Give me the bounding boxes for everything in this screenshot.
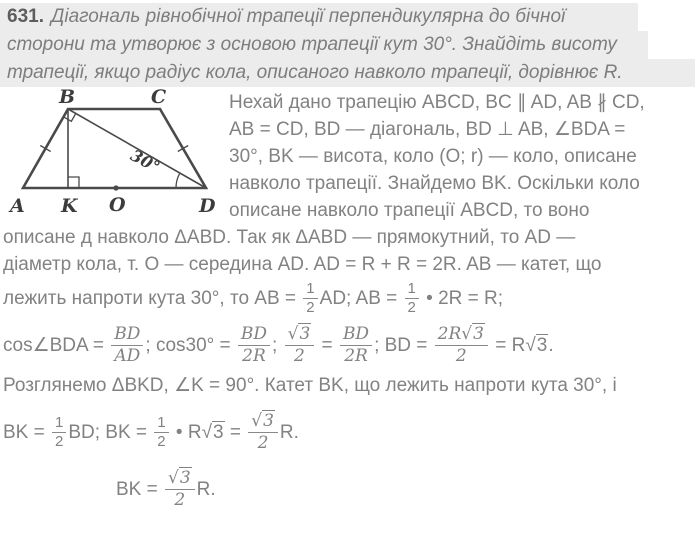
formula-text: • R [170, 422, 202, 443]
sqrt-expression: √3 [461, 324, 484, 345]
fraction: $\frac{1}{2}$ [154, 415, 168, 452]
solution-line: описане навколо трапеції ABCD, то воно [229, 200, 590, 221]
fraction: $\frac{BD}{AD}$ [111, 325, 143, 366]
fraction: $\frac{BD}{2R}$ [340, 325, 372, 366]
solution-line: навколо трапеції. Знайдемо BK. Оскільки коло [229, 173, 640, 194]
formula-line-bk [3, 405, 695, 461]
formula-text: = [224, 422, 247, 443]
label-o: O [109, 194, 126, 216]
statement-text: Діагональ рівнобічної трапеції перпендикулярна до бічної [50, 6, 566, 27]
statement-line [0, 3, 695, 31]
fraction: $\frac{√3}{2}$ [248, 412, 278, 453]
formula-text: . [548, 335, 554, 356]
label-d: D [199, 195, 216, 217]
solution-body [0, 87, 695, 519]
formula-text: AD; AB = [319, 288, 403, 309]
solution-line: AB = CD, BD — діагональ, BD ⊥ AB, ∠BDA = [229, 119, 626, 140]
formula-text: • 2R = R; [420, 288, 504, 309]
center-point-o [113, 185, 118, 190]
formula-line-cos [3, 320, 695, 372]
sqrt-expression: √3 [168, 468, 191, 489]
formula-text: лежить напроти кута 30°, то AB = [3, 288, 302, 309]
trapezoid-figure [3, 89, 225, 217]
solution-line: 30°, BK — висота, коло (O; r) — коло, описане [229, 146, 637, 167]
formula-text: ; BD = [374, 335, 433, 356]
formula-text: R. [279, 422, 299, 443]
formula-text: BK = [3, 422, 50, 443]
formula-line-answer [116, 461, 695, 519]
formula-text: R. [196, 479, 216, 500]
label-b: B [59, 89, 76, 108]
solution-line: Нехай дано трапецію ABCD, BC ∥ AD, AB ∦ CD, [229, 92, 645, 113]
sqrt-expression: √3 [525, 335, 548, 356]
formula-text: cos∠BDA = [3, 335, 110, 356]
solution-line: описане д навколо ΔABD. Так як ΔABD — прямокутний, то AD — [3, 227, 576, 248]
sqrt-expression: √3 [201, 422, 224, 443]
fraction: $\frac{√3}{2}$ [165, 469, 195, 510]
formula-text: ; [272, 335, 283, 356]
fraction: $\frac{2R√3}{2}$ [435, 325, 488, 366]
solution-line: Розглянемо ΔBKD, ∠K = 90°. Катет BK, що лежить напроти кута 30°, і [3, 375, 617, 396]
formula-text: BD; BK = [68, 422, 153, 443]
fraction: $\frac{1}{2}$ [405, 281, 419, 318]
problem-number: 631. [7, 6, 44, 27]
fraction: $\frac{√3}{2}$ [285, 325, 315, 366]
problem-statement [0, 0, 695, 87]
solution-line: діаметр кола, т. O — середина AD. AD = R + R = 2R. AB — катет, що [3, 254, 602, 275]
formula-text: ; cos30° = [145, 335, 236, 356]
label-c: C [151, 89, 167, 108]
angle-30-label: 30° [127, 145, 164, 177]
label-a: A [10, 195, 25, 217]
right-angle-mark-k [68, 177, 79, 188]
formula-text: = R [489, 335, 526, 356]
statement-line [0, 59, 695, 87]
statement-text: трапеції, якщо радіус кола, описаного навколо трапеції, дорівнює R. [7, 62, 623, 83]
text-beside-figure [229, 87, 695, 224]
angle-arc-d [176, 173, 180, 188]
fraction: $\frac{1}{2}$ [303, 281, 317, 318]
fraction: $\frac{BD}{2R}$ [238, 325, 270, 366]
sqrt-expression: √3 [287, 324, 311, 345]
formula-text: = [316, 335, 338, 356]
formula-text: BK = [116, 479, 163, 500]
sqrt-expression: √3 [251, 411, 274, 432]
formula-line-ab [3, 278, 695, 320]
statement-text: сторони та утворює з основою трапеції кут 30°. Знайдіть висоту [7, 34, 617, 55]
label-k: K [61, 195, 78, 217]
fraction: $\frac{1}{2}$ [52, 415, 66, 452]
statement-line [0, 31, 695, 59]
